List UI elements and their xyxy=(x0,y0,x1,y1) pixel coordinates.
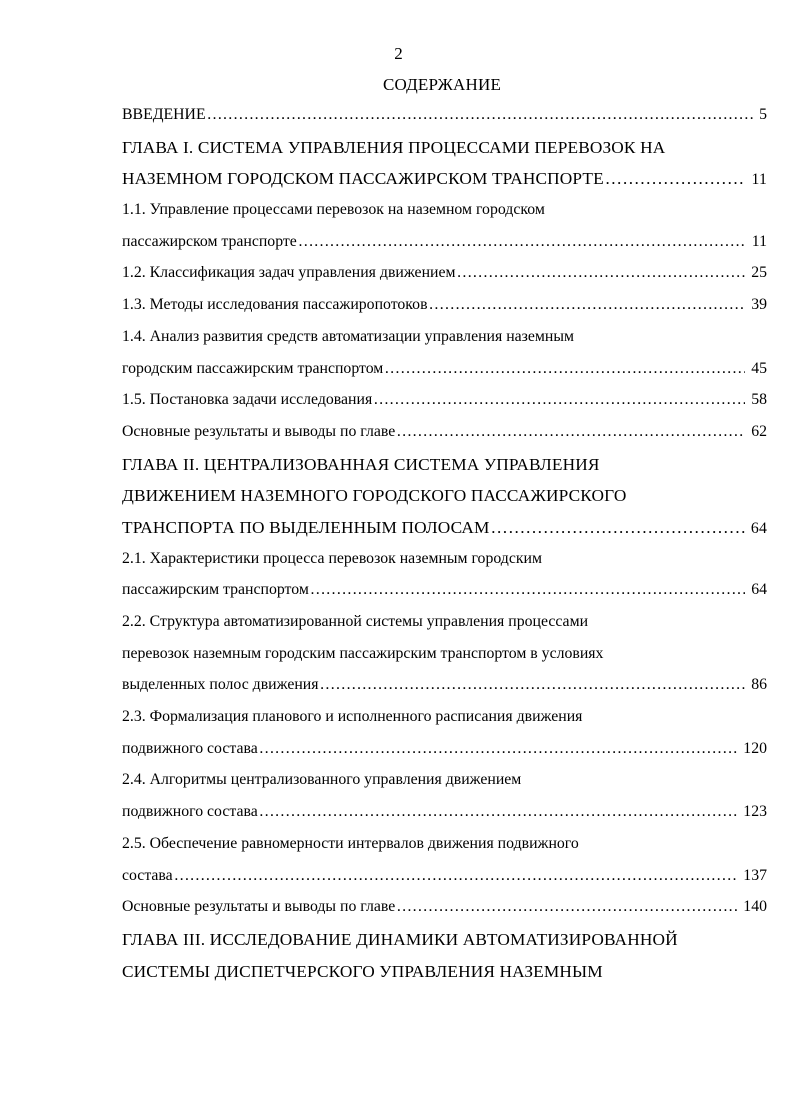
toc-heading: СОДЕРЖАНИЕ xyxy=(382,75,502,94)
toc-entry-title: ГЛАВА II. ЦЕНТРАЛИЗОВАННАЯ СИСТЕМА УПРАВЛЕНИЯ xyxy=(122,454,600,474)
toc-entry xyxy=(122,835,767,867)
toc-entry-page: 11 xyxy=(751,171,767,189)
toc-entry xyxy=(122,898,767,930)
toc-entry-title: НАЗЕМНОМ ГОРОДСКОМ ПАССАЖИРСКОМ ТРАНСПОРТЕ xyxy=(122,169,604,189)
dot-leader xyxy=(384,360,745,378)
toc-entry xyxy=(122,581,767,613)
toc-entry xyxy=(122,328,767,360)
toc-entry xyxy=(122,106,767,138)
dot-leader xyxy=(259,803,738,821)
dot-leader xyxy=(605,169,746,189)
toc-entry-title: 1.2. Классификация задач управления движением xyxy=(122,264,456,282)
toc-entry-page: 64 xyxy=(750,519,767,537)
toc-entry xyxy=(122,771,767,803)
toc-entry xyxy=(122,962,767,994)
toc-entry-page: 25 xyxy=(751,264,767,282)
toc-entry-page: 120 xyxy=(743,739,767,757)
toc-entry-title: ДВИЖЕНИЕМ НАЗЕМНОГО ГОРОДСКОГО ПАССАЖИРСКОГО xyxy=(122,486,627,506)
dot-leader xyxy=(491,518,745,538)
dot-leader xyxy=(396,423,745,441)
toc-entry-page: 5 xyxy=(759,106,767,123)
toc-entry-page: 137 xyxy=(743,866,767,884)
toc-entry-title: 1.5. Постановка задачи исследования xyxy=(122,391,373,409)
toc-entry xyxy=(122,550,767,582)
toc-entry xyxy=(122,867,767,899)
toc-entry-title: 1.3. Методы исследования пассажиропотоков xyxy=(122,296,428,314)
toc-entry xyxy=(122,423,767,455)
toc-entry-title: ГЛАВА I. СИСТЕМА УПРАВЛЕНИЯ ПРОЦЕССАМИ ПЕРЕВОЗОК НА xyxy=(122,137,666,157)
toc-entry-title: 1.1. Управление процессами перевозок на наземном городском xyxy=(122,201,545,219)
toc-entry-title: пассажирском транспорте xyxy=(122,232,297,250)
toc-entry xyxy=(122,296,767,328)
toc-entry-page: 45 xyxy=(751,359,767,377)
dot-leader xyxy=(396,898,737,916)
toc-entry-title: 1.4. Анализ развития средств автоматизации управления наземным xyxy=(122,327,574,345)
toc-entry xyxy=(122,645,767,677)
dot-leader xyxy=(320,676,746,694)
dot-leader xyxy=(457,264,746,282)
toc-entry xyxy=(122,233,767,265)
toc-entry-title: 2.5. Обеспечение равномерности интервалов движения подвижного xyxy=(122,834,579,852)
toc-entry-page: 11 xyxy=(751,232,767,250)
dot-leader xyxy=(429,296,746,314)
toc-entry-title: подвижного состава xyxy=(122,803,258,821)
toc-entry xyxy=(122,708,767,740)
toc-entry xyxy=(122,391,767,423)
toc-entry-title: пассажирским транспортом xyxy=(122,581,309,599)
toc-entry-title: 2.3. Формализация планового и исполненного расписания движения xyxy=(122,708,583,726)
toc-entry xyxy=(122,930,767,962)
toc-entry-title: 2.1. Характеристики процесса перевозок наземным городским xyxy=(122,549,542,567)
toc-entry-page: 62 xyxy=(751,422,767,440)
toc-entry-title: ВВЕДЕНИЕ xyxy=(122,106,206,123)
toc-entry-title: состава xyxy=(122,866,173,884)
toc-entry-page: 58 xyxy=(751,391,767,409)
dot-leader xyxy=(207,106,753,124)
toc-entry-title: подвижного состава xyxy=(122,739,258,757)
toc-entry-title: 2.4. Алгоритмы централизованного управления движением xyxy=(122,771,522,789)
dot-leader xyxy=(298,233,746,251)
toc-entry xyxy=(122,676,767,708)
dot-leader xyxy=(310,581,745,599)
dot-leader xyxy=(174,867,738,885)
toc-entry xyxy=(122,360,767,392)
dot-leader xyxy=(373,391,745,409)
toc-entry-title: выделенных полос движения xyxy=(122,676,319,694)
toc-entry xyxy=(122,803,767,835)
toc-entry xyxy=(122,455,767,487)
page-number: 2 xyxy=(394,44,403,63)
toc-entry-title: Основные результаты и выводы по главе xyxy=(122,898,396,916)
toc-entry xyxy=(122,169,767,201)
toc-entry xyxy=(122,201,767,233)
toc-entry-page: 140 xyxy=(743,898,767,916)
toc-entry xyxy=(122,138,767,170)
table-of-contents xyxy=(122,106,767,993)
toc-entry xyxy=(122,518,767,550)
toc-entry-title: 2.2. Структура автоматизированной системы управления процессами xyxy=(122,613,589,630)
toc-entry-title: ТРАНСПОРТА ПО ВЫДЕЛЕННЫМ ПОЛОСАМ xyxy=(122,517,490,537)
toc-entry-page: 64 xyxy=(751,581,767,599)
toc-entry-page: 123 xyxy=(743,803,767,821)
toc-entry-page: 39 xyxy=(751,296,767,314)
toc-entry-title: СИСТЕМЫ ДИСПЕТЧЕРСКОГО УПРАВЛЕНИЯ НАЗЕМНЫМ xyxy=(122,961,603,981)
toc-entry-page: 86 xyxy=(751,676,767,694)
dot-leader xyxy=(259,740,738,758)
toc-entry xyxy=(122,740,767,772)
toc-entry-title: ГЛАВА III. ИССЛЕДОВАНИЕ ДИНАМИКИ АВТОМАТИЗИРОВАННОЙ xyxy=(122,929,678,949)
toc-entry-title: Основные результаты и выводы по главе xyxy=(122,422,396,440)
toc-entry xyxy=(122,264,767,296)
toc-entry-title: городским пассажирским транспортом xyxy=(122,359,384,377)
toc-entry xyxy=(122,613,767,645)
toc-entry xyxy=(122,486,767,518)
toc-entry-title: перевозок наземным городским пассажирским транспортом в условиях xyxy=(122,644,604,662)
